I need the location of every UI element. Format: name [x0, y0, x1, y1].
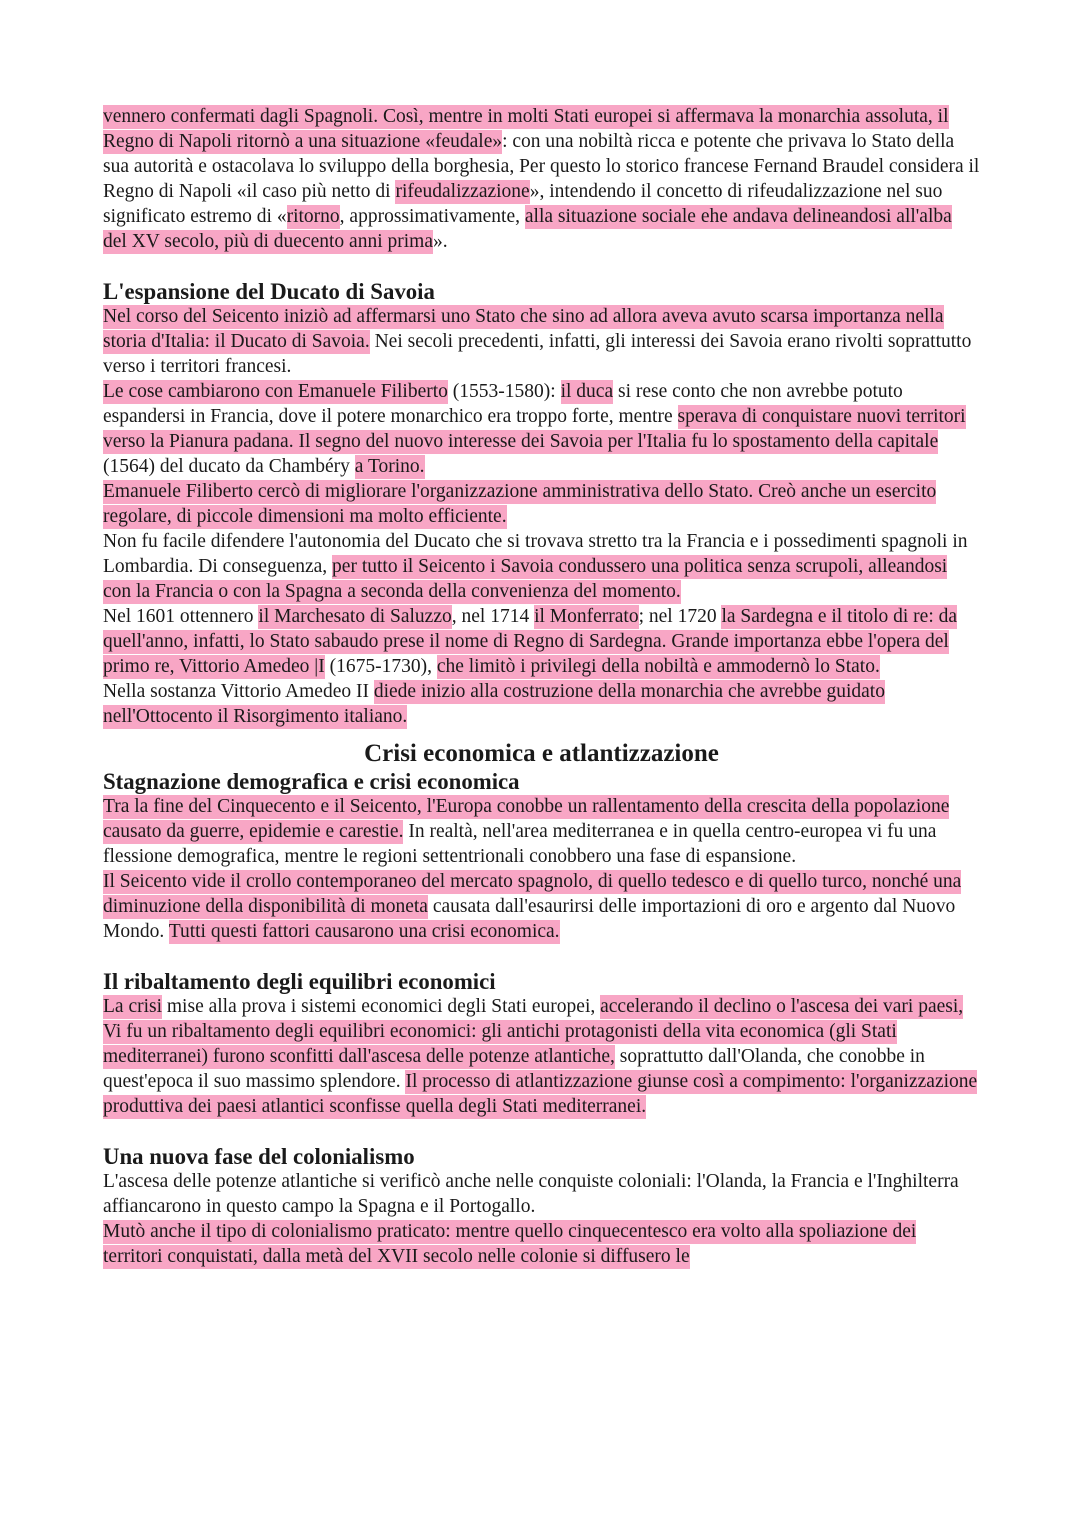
highlighted-text: La crisi [103, 996, 163, 1017]
text-run: (1553-1580): [447, 381, 561, 402]
text-run: Nella sostanza Vittorio Amedeo II [103, 681, 374, 702]
highlighted-text: a Torino. [354, 456, 425, 477]
highlighted-text: ritorno [286, 206, 340, 227]
highlighted-text: diede inizio alla costruzione della monarchia che avrebbe guidato nell'Ottocento il Risorgimento italiano. [103, 681, 885, 727]
text-run: L'ascesa delle potenze atlantiche si verificò anche nelle conquiste coloniali: l'Olanda, la Francia e l'Inghilterra affiancarono in questo campo la Spagna e il Portogallo. [103, 1171, 959, 1217]
highlighted-text: Mutò anche il tipo di colonialismo praticato: mentre quello cinquecentesco era volto alla spoliazione dei territori conquistati, dalla metà del XVII secolo nelle colonie si diffusero le [103, 1221, 917, 1267]
text-run: , nel 1714 [451, 606, 535, 627]
paragraph-organizzazione [103, 479, 980, 529]
highlighted-text: il duca [560, 381, 614, 402]
spacer [103, 1119, 980, 1144]
text-run: Non fu facile difendere l'autonomia del Ducato che si trovava stretto tra la Francia e i possedimenti spagnoli in Lombardia. Di conseguenza, [103, 531, 968, 577]
paragraph-savoia-intro [103, 304, 980, 379]
section-heading-savoia: L'espansione del Ducato di Savoia [103, 279, 435, 304]
text-run: causata dall'esaurirsi delle importazioni di oro e argento dal Nuovo Mondo. [103, 896, 956, 942]
chapter-title-crisi: Crisi economica e atlantizzazione [364, 740, 719, 767]
text-run: (1564) del ducato da Chambéry [103, 456, 355, 477]
text-run: ». [432, 231, 448, 252]
section-heading-stagnazione: Stagnazione demografica e crisi economica [103, 769, 520, 794]
highlighted-text: Nel corso del Seicento iniziò ad affermarsi uno Stato che sino ad allora aveva avuto scarsa importanza nella storia d'Italia: il Ducato di Savoia. [103, 306, 944, 352]
paragraph-tipo-colonialismo [103, 1219, 980, 1269]
highlighted-text: vennero confermati dagli Spagnoli. Così, mentre in molti Stati europei si affermava la monarchia assoluta, il Regno di Napoli ritornò a una situazione «feudale» [103, 106, 949, 152]
highlighted-text: alla situazione sociale ehe andava delineandosi all'alba del XV secolo, più di duecento anni prima [103, 206, 952, 252]
highlighted-text: il Monferrato [534, 606, 639, 627]
highlighted-text: Tra la fine del Cinquecento e il Seicento, l'Europa conobbe un rallentamento della crescita della popolazione causato da guerre, epidemie e carestie. [103, 796, 950, 842]
section-heading-colonialismo: Una nuova fase del colonialismo [103, 1144, 415, 1169]
paragraph-conquiste-coloniali [103, 1169, 980, 1219]
text-run: (1675-1730), [324, 656, 437, 677]
highlighted-text: rifeudalizzazione [395, 181, 530, 202]
paragraph-vittorio-amedeo [103, 679, 980, 729]
paragraph-crollo-mercati [103, 869, 980, 944]
highlighted-text: Il Seicento vide il crollo contemporaneo del mercato spagnolo, di quello tedesco e di quello turco, nonché una diminuzione della disponibilità di moneta [103, 871, 962, 917]
highlighted-text: Il processo di atlantizzazione giunse così a compimento: l'organizzazione produttiva dei paesi atlantici sconfisse quella degli Stati mediterranei. [103, 1071, 978, 1117]
paragraph-acquisizioni [103, 604, 980, 679]
highlighted-text: il Marchesato di Saluzzo [258, 606, 452, 627]
section-heading-ribaltamento: Il ribaltamento degli equilibri economici [103, 969, 496, 994]
text-run: , approssimativamente, [339, 206, 525, 227]
highlighted-text: che limitò i privilegi della nobiltà e ammodernò lo Stato. [436, 656, 880, 677]
text-run: : con una nobiltà ricca e potente che privava lo Stato della sua autorità e ostacolava lo sviluppo della borghesia, Per questo lo storico francese Fernand Braudel considera il Regno di Napoli «il caso più netto di [103, 131, 980, 202]
paragraph-atlantizzazione [103, 994, 980, 1119]
highlighted-text: per tutto il Seicento i Savoia condussero una politica senza scrupoli, alleandosi con la Francia o con la Spagna a seconda della convenienza del momento. [103, 556, 948, 602]
highlighted-text: Tutti questi fattori causarono una crisi economica. [168, 921, 560, 942]
text-run: si rese conto che non avrebbe potuto espandersi in Francia, dove il potere monarchico era troppo forte, mentre [103, 381, 903, 427]
text-run: Nei secoli precedenti, infatti, gli interessi dei Savoia erano rivolti soprattutto verso i territori francesi. [103, 331, 972, 377]
text-run: mise alla prova i sistemi economici degli Stati europei, [162, 996, 601, 1017]
text-run: soprattutto dall'Olanda, che conobbe in quest'epoca il suo massimo splendore. [103, 1046, 925, 1092]
spacer [103, 944, 980, 969]
paragraph-popolazione [103, 794, 980, 869]
highlighted-text: Emanuele Filiberto cercò di migliorare l'organizzazione amministrativa dello Stato. Creò anche un esercito regolare, di piccole dimensioni ma molto efficiente. [103, 481, 937, 527]
text-run: », intendendo il concetto di rifeudalizzazione nel suo significato estremo di « [103, 181, 943, 227]
text-run: Nel 1601 ottennero [103, 606, 259, 627]
highlighted-text: accelerando il declino o l'ascesa dei vari paesi, Vi fu un ribaltamento degli equilibri economici: gli antichi protagonisti della vita economica (gli Stati mediterranei) furono sconfitti dall'ascesa delle potenze atlantiche, [103, 996, 964, 1067]
paragraph-napoli [103, 104, 980, 254]
text-run: ; nel 1720 [638, 606, 722, 627]
highlighted-text: sperava di conquistare nuovi territori verso la Pianura padana. Il segno del nuovo interesse dei Savoia per l'Italia fu lo spostamento della capitale [103, 406, 966, 452]
text-run: In realtà, nell'area mediterranea e in quella centro-europea vi fu una flessione demografica, mentre le regioni settentrionali conobbero una fase di espansione. [103, 821, 937, 867]
highlighted-text: Le cose cambiarono con Emanuele Filiberto [103, 381, 448, 402]
paragraph-emanuele-filiberto [103, 379, 980, 479]
paragraph-autonomia [103, 529, 980, 604]
spacer [103, 254, 980, 279]
highlighted-text: la Sardegna e il titolo di re: da quell'anno, infatti, lo Stato sabaudo prese il nome di Regno di Sardegna. Grande importanza ebbe l'opera del primo re, Vittorio Amedeo |I [103, 606, 958, 677]
